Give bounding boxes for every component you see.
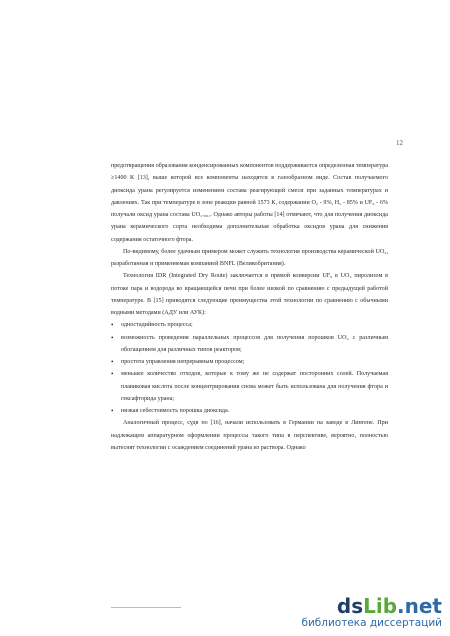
- document-body: [111, 160, 388, 454]
- list-item: • возможность проведения параллельных процессов для получения порошков UO₂ с различным обогащением для различных типов реакторов;: [111, 332, 388, 357]
- footnote-divider: [111, 607, 181, 608]
- paragraph-2: По-видимому, более удачным примером может служить технология производства керамической UO₂, разработанная и применяемая компанией BNFL (Великобритания).: [111, 248, 388, 267]
- list-item: • меньшее количество отходов, которые к тому же не содержат посторонних солей. Получаемая плавиковая кислота после концентрирования снова может быть использована для получения фтора и гексафторида урана;: [111, 368, 388, 405]
- paragraph-3: Технология IDR (Integrated Dry Route) заключается в прямой конверсии UF₆ в UO₂ пиролизом в потоке пара и водорода во вращающейся печи при более низкой по сравнению с предыдущей работой температуре. В [15] приводятся следующие преимущества этой технологии по сравнению с обычными водными методами (АДУ или АУК):: [111, 273, 388, 316]
- dslib-logo: dsLib.net: [336, 594, 442, 618]
- paragraph-1: предотвращения образования конденсированных компонентов поддерживается определенная температура ≥1400 К [13], выше которой все компоненты находятся в газообразном виде. Состав получаемого диоксида урана регулируется изменением состава реагирующей смеси при заданных температурах и давлениях. Так при температуре в зоне реакции равной 1573 К, содержании O₂ - 9%, H₂ - 85% и UF₆ - 6% получали оксид урана состава UO₂.₀₀₁. Однако авторы работы [14] отмечают, что для получения диоксида урана керамического сорта необходима дополнительная обработка оксидов урана для снижения содержания остаточного фтора.: [111, 163, 388, 243]
- dslib-subtitle: библиотека диссертаций: [301, 617, 442, 629]
- list-item: • одностадийность процесса;: [111, 319, 388, 331]
- advantages-list: [111, 319, 388, 417]
- paragraph-closing: Аналогичный процесс, судя по [16], начали использовать в Германии на заводе в Лингене. При надлежащем аппаратурном оформлении процессы такого типа в перспективе, вероятно, полностью вытеснят технологии с осаждением соединений урана из раствора. Однако: [111, 420, 388, 451]
- page-number: 12: [396, 139, 403, 147]
- dslib-watermark[interactable]: [301, 595, 442, 630]
- list-item: • простота управления непрерывным процессом;: [111, 356, 388, 368]
- list-item: • низкая себестоимость порошка диоксида.: [111, 405, 388, 417]
